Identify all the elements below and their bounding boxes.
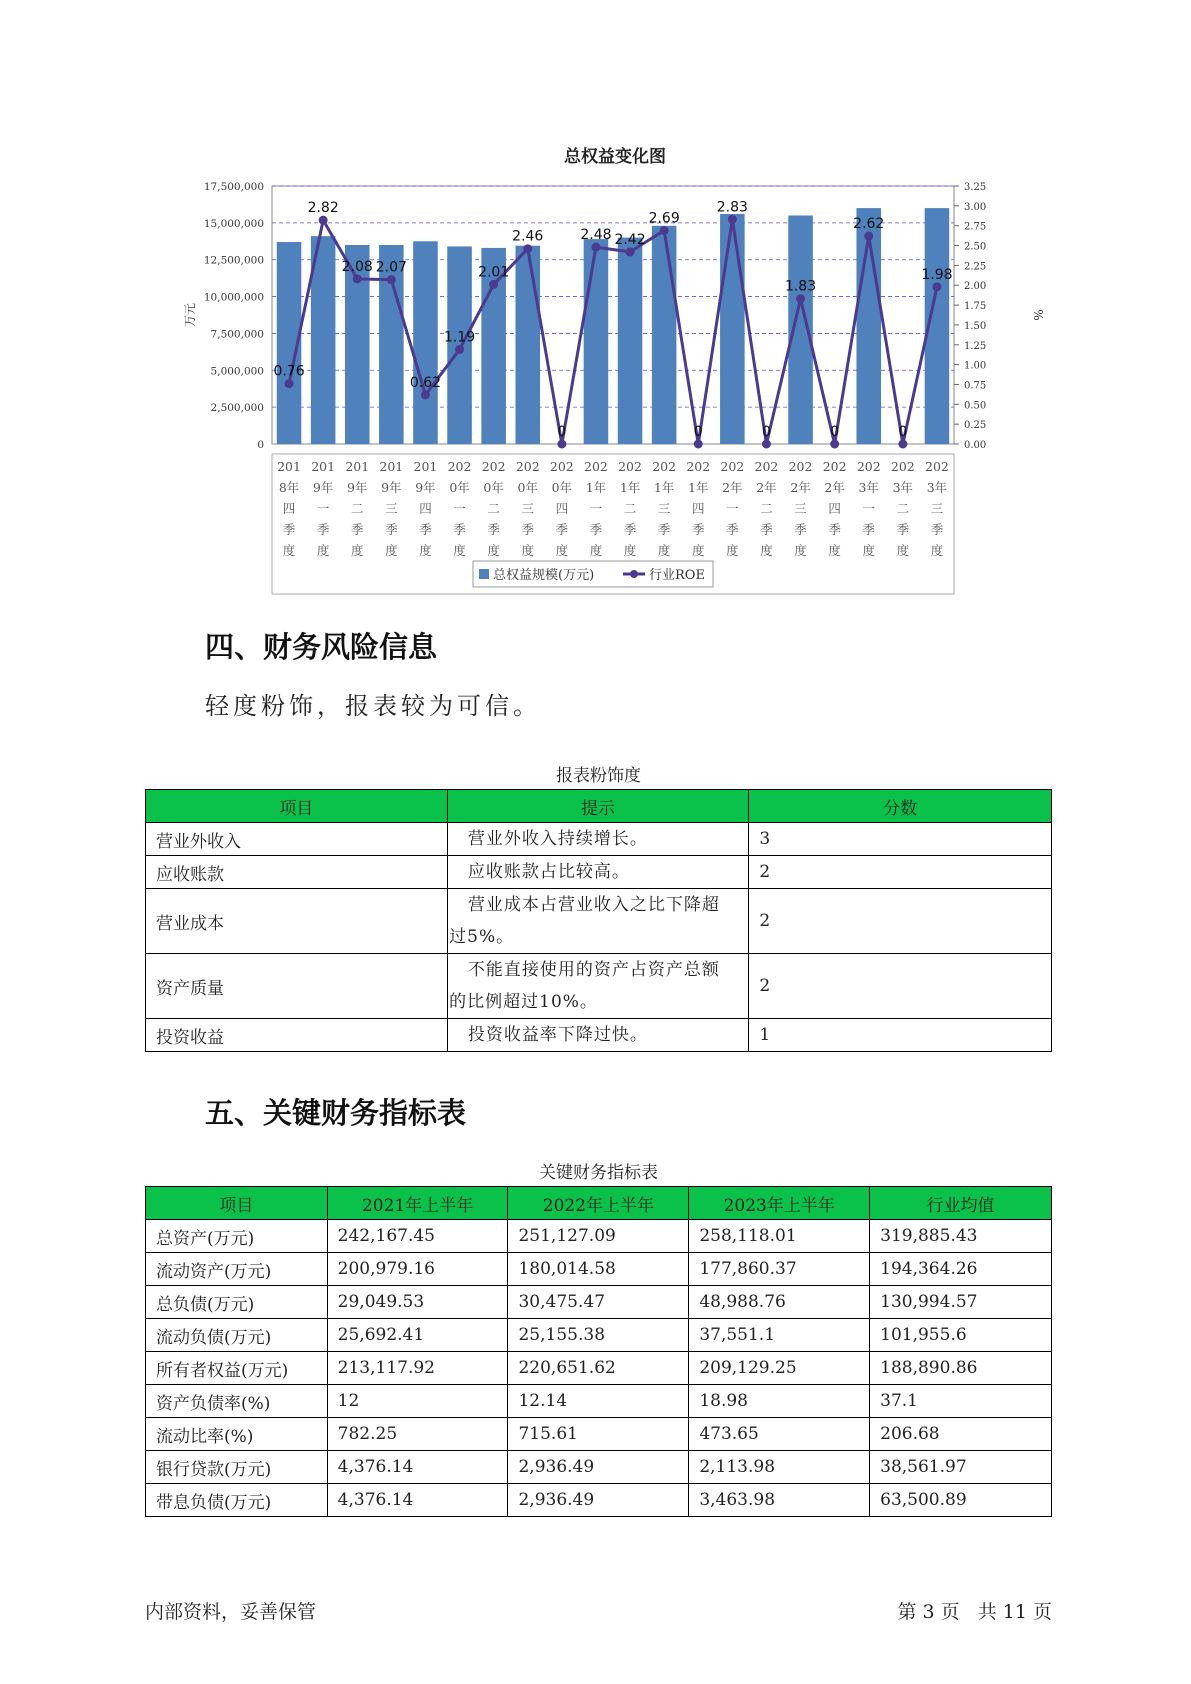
kpi-2021h1: 29,049.53	[327, 1286, 508, 1319]
x-tick-label: 2年	[824, 480, 845, 495]
kpi-industry-avg: 38,561.97	[870, 1451, 1052, 1484]
roe-data-label: 1.19	[443, 329, 476, 346]
kpi-industry-avg: 319,885.43	[870, 1220, 1052, 1253]
x-tick-label: 季	[589, 522, 603, 537]
x-tick-label: 度	[657, 543, 671, 558]
x-tick-label: 201	[413, 459, 438, 474]
kpi-row	[146, 1253, 1052, 1286]
y-left-axis-label: 万元	[183, 302, 197, 328]
x-tick-label: 202	[686, 459, 711, 474]
kpi-table	[145, 1186, 1052, 1517]
risk-hint-line: 营业成本占营业收入之比下降超	[467, 895, 720, 915]
kpi-row	[146, 1319, 1052, 1352]
y-right-tick-label: 3.25	[964, 182, 987, 193]
x-tick-label: 201	[277, 459, 301, 474]
roe-data-label: 0	[557, 424, 567, 440]
roe-data-label: 2.42	[614, 231, 646, 248]
legend-line-marker	[630, 570, 638, 578]
kpi-item: 流动负债(万元)	[146, 1319, 328, 1352]
kpi-industry-avg: 130,994.57	[870, 1286, 1052, 1319]
roe-point	[557, 440, 566, 449]
x-tick-label: 9年	[312, 480, 334, 495]
x-tick-label: 二	[350, 501, 364, 516]
x-tick-label: 9年	[347, 480, 368, 495]
x-tick-label: 二	[623, 501, 637, 516]
x-tick-label: 三	[521, 501, 535, 516]
x-tick-label: 季	[862, 522, 876, 537]
roe-data-label: 0	[898, 424, 908, 440]
kpi-2022h1: 180,014.58	[508, 1253, 689, 1286]
footer-page-number: 第 3 页 共 11 页	[897, 1601, 1052, 1623]
x-tick-label: 度	[896, 543, 910, 558]
roe-point	[694, 440, 703, 449]
roe-data-label: 0	[761, 424, 771, 440]
x-tick-label: 201	[379, 459, 404, 474]
bar	[584, 239, 609, 444]
kpi-item: 银行贷款(万元)	[146, 1451, 328, 1484]
kpi-2023h1: 37,551.1	[689, 1319, 870, 1352]
risk-row	[146, 889, 1052, 954]
kpi-2022h1: 715.61	[508, 1418, 689, 1451]
x-tick-label: 3年	[892, 480, 914, 495]
kpi-row	[146, 1418, 1052, 1451]
x-tick-label: 2年	[756, 480, 777, 495]
x-tick-label: 季	[726, 522, 739, 537]
x-tick-label: 0年	[483, 480, 504, 495]
section4-title: 四、财务风险信息	[205, 630, 438, 664]
risk-hint	[447, 889, 749, 954]
x-tick-label: 度	[828, 543, 841, 558]
x-tick-label: 季	[282, 522, 296, 537]
y-left-tick-label: 2,500,000	[210, 402, 264, 415]
bar	[652, 226, 677, 444]
x-tick-label: 一	[316, 501, 330, 516]
x-tick-label: 一	[453, 501, 466, 516]
plot-area	[272, 186, 954, 444]
footer-confidential: 内部资料，妥善保管	[145, 1601, 317, 1623]
kpi-2022h1: 12.14	[508, 1385, 689, 1418]
legend-bar-label: 总权益规模(万元)	[493, 568, 595, 583]
y-right-tick-label: 2.50	[964, 241, 987, 253]
x-tick-label: 201	[311, 459, 336, 474]
risk-hint-line: 过5%。	[449, 927, 515, 947]
risk-score: 1	[749, 1019, 1052, 1052]
kpi-2022h1: 30,475.47	[508, 1286, 689, 1319]
risk-row	[146, 823, 1052, 856]
kpi-2023h1: 3,463.98	[689, 1484, 870, 1517]
kpi-table-caption: 关键财务指标表	[539, 1163, 658, 1183]
x-tick-label: 一	[862, 501, 876, 516]
x-tick-label: 度	[862, 543, 876, 558]
risk-hint-line: 的比例超过10%。	[449, 992, 598, 1012]
roe-data-label: 0.76	[273, 363, 305, 380]
x-tick-label: 度	[589, 543, 603, 558]
kpi-2023h1: 473.65	[689, 1418, 870, 1451]
x-tick-label: 四	[282, 501, 296, 516]
x-tick-label: 季	[623, 522, 637, 537]
kpi-industry-avg: 101,955.6	[870, 1319, 1052, 1352]
y-right-tick-label: 0.00	[964, 440, 987, 451]
header-2022h1: 2022年上半年	[508, 1187, 689, 1220]
header-item: 项目	[146, 790, 448, 823]
x-tick-label: 三	[657, 501, 671, 516]
kpi-2022h1: 2,936.49	[508, 1451, 689, 1484]
roe-data-label: 2.07	[375, 259, 407, 276]
x-tick-label: 度	[623, 543, 637, 558]
kpi-2023h1: 177,860.37	[689, 1253, 870, 1286]
x-tick-label: 1年	[619, 480, 641, 495]
y-right-tick-label: 2.75	[964, 221, 987, 233]
x-tick-label: 季	[828, 522, 841, 537]
roe-point	[830, 440, 839, 449]
risk-table	[145, 789, 1052, 1052]
kpi-item: 资产负债率(%)	[146, 1385, 328, 1418]
y-right-tick-label: 1.00	[964, 360, 987, 372]
kpi-row	[146, 1451, 1052, 1484]
kpi-2022h1: 25,155.38	[508, 1319, 689, 1352]
x-tick-label: 度	[521, 543, 535, 558]
risk-item: 营业成本	[146, 889, 448, 954]
x-tick-label: 0年	[449, 480, 470, 495]
x-tick-label: 季	[691, 522, 705, 537]
roe-point	[319, 216, 328, 225]
risk-hint	[447, 856, 749, 889]
x-tick-label: 二	[487, 501, 500, 516]
y-left-tick-label: 12,500,000	[203, 254, 264, 267]
kpi-item: 总负债(万元)	[146, 1286, 328, 1319]
x-tick-label: 202	[856, 459, 881, 474]
y-left-tick-label: 5,000,000	[210, 365, 264, 378]
risk-row	[146, 1019, 1052, 1052]
legend-line-label: 行业ROE	[649, 568, 705, 583]
x-tick-label: 三	[385, 501, 398, 516]
y-left-tick-label: 17,500,000	[203, 181, 264, 193]
x-tick-label: 四	[555, 501, 569, 516]
roe-point	[660, 226, 669, 235]
roe-data-label: 2.08	[341, 258, 373, 275]
x-tick-label: 0年	[551, 480, 573, 495]
x-tick-label: 1年	[688, 480, 709, 495]
kpi-2023h1: 209,129.25	[689, 1352, 870, 1385]
header-score: 分数	[749, 790, 1052, 823]
kpi-2021h1: 200,979.16	[327, 1253, 508, 1286]
kpi-2022h1: 2,936.49	[508, 1484, 689, 1517]
x-tick-label: 度	[555, 543, 569, 558]
roe-data-label: 2.01	[478, 264, 510, 281]
kpi-2023h1: 18.98	[689, 1385, 870, 1418]
roe-point	[626, 247, 635, 256]
x-tick-label: 季	[896, 522, 910, 537]
x-tick-label: 1年	[653, 480, 675, 495]
x-tick-label: 8年	[278, 480, 300, 495]
x-tick-label: 二	[760, 501, 773, 516]
kpi-2021h1: 4,376.14	[327, 1451, 508, 1484]
bar	[720, 214, 745, 444]
roe-data-label: 2.48	[580, 227, 612, 244]
x-tick-label: 度	[282, 543, 296, 558]
risk-score: 2	[749, 954, 1052, 1019]
kpi-row	[146, 1220, 1052, 1253]
roe-point	[796, 294, 805, 303]
roe-point	[932, 282, 941, 291]
risk-table-header	[146, 790, 1052, 823]
x-tick-label: 202	[754, 459, 779, 474]
x-tick-label: 季	[555, 522, 569, 537]
kpi-2021h1: 4,376.14	[327, 1484, 508, 1517]
x-tick-label: 度	[487, 543, 500, 558]
x-tick-label: 202	[549, 459, 574, 474]
risk-score: 2	[749, 889, 1052, 954]
kpi-item: 流动比率(%)	[146, 1418, 328, 1451]
header-industry-avg: 行业均值	[870, 1187, 1052, 1220]
x-tick-label: 三	[930, 501, 944, 516]
y-left-tick-label: 0	[257, 439, 264, 451]
x-tick-label: 季	[350, 522, 364, 537]
legend-bar-swatch	[479, 569, 489, 579]
y-right-tick-label: 1.50	[964, 320, 987, 332]
risk-hint-line: 不能直接使用的资产占资产总额	[467, 960, 720, 980]
roe-point	[489, 280, 498, 289]
roe-point	[728, 215, 737, 224]
x-tick-label: 9年	[415, 480, 436, 495]
x-tick-label: 202	[822, 459, 847, 474]
x-tick-label: 202	[890, 459, 915, 474]
x-tick-label: 四	[828, 501, 841, 516]
x-tick-label: 季	[930, 522, 944, 537]
x-tick-label: 度	[350, 543, 364, 558]
roe-point	[523, 244, 532, 253]
y-right-tick-label: 2.00	[964, 281, 987, 293]
x-tick-label: 季	[657, 522, 671, 537]
risk-hint	[447, 954, 749, 1019]
kpi-item: 所有者权益(万元)	[146, 1352, 328, 1385]
kpi-2023h1: 258,118.01	[689, 1220, 870, 1253]
x-tick-label: 度	[726, 543, 739, 558]
roe-point	[898, 440, 907, 449]
risk-item: 营业外收入	[146, 823, 448, 856]
roe-data-label: 0.62	[409, 374, 442, 391]
risk-score: 2	[749, 856, 1052, 889]
kpi-2023h1: 48,988.76	[689, 1286, 870, 1319]
x-tick-label: 季	[419, 522, 432, 537]
roe-point	[591, 243, 600, 252]
kpi-2021h1: 12	[327, 1385, 508, 1418]
x-tick-label: 度	[419, 543, 432, 558]
roe-data-label: 2.83	[716, 199, 748, 216]
roe-point	[864, 232, 873, 241]
x-tick-label: 202	[652, 459, 677, 474]
x-tick-label: 度	[794, 543, 807, 558]
y-right-tick-label: 3.00	[964, 201, 987, 213]
kpi-row	[146, 1385, 1052, 1418]
x-tick-label: 202	[515, 459, 540, 474]
kpi-industry-avg: 37.1	[870, 1385, 1052, 1418]
roe-data-label: 2.46	[512, 228, 544, 245]
risk-hint	[447, 823, 749, 856]
section5-title: 五、关键财务指标表	[205, 1096, 467, 1130]
kpi-row	[146, 1484, 1052, 1517]
risk-row	[146, 856, 1052, 889]
y-right-tick-label: 1.75	[964, 301, 987, 313]
x-tick-label: 季	[521, 522, 535, 537]
kpi-item: 流动资产(万元)	[146, 1253, 328, 1286]
risk-score: 3	[749, 823, 1052, 856]
kpi-industry-avg: 206.68	[870, 1418, 1052, 1451]
header-2023h1: 2023年上半年	[689, 1187, 870, 1220]
header-hint: 提示	[447, 790, 749, 823]
x-tick-label: 度	[316, 543, 330, 558]
roe-data-label: 0	[830, 424, 840, 440]
x-tick-label: 四	[691, 501, 705, 516]
x-tick-label: 度	[385, 543, 398, 558]
y-left-tick-label: 15,000,000	[203, 217, 264, 230]
risk-item: 资产质量	[146, 954, 448, 1019]
x-tick-label: 202	[618, 459, 642, 474]
x-tick-label: 3年	[926, 480, 948, 495]
roe-data-label: 1.98	[921, 266, 953, 283]
x-tick-label: 季	[794, 522, 807, 537]
chart-title: 总权益变化图	[564, 147, 666, 167]
header-2021h1: 2021年上半年	[327, 1187, 508, 1220]
kpi-item: 带息负债(万元)	[146, 1484, 328, 1517]
roe-data-label: 0	[693, 424, 703, 440]
roe-data-label: 2.69	[648, 210, 680, 227]
x-tick-label: 季	[316, 522, 330, 537]
roe-point	[762, 440, 771, 449]
risk-hint	[447, 1019, 749, 1052]
kpi-2021h1: 213,117.92	[327, 1352, 508, 1385]
x-tick-label: 202	[925, 459, 949, 474]
roe-point	[455, 345, 464, 354]
x-tick-label: 202	[481, 459, 506, 474]
bar	[413, 241, 438, 444]
y-right-tick-label: 1.25	[964, 340, 987, 352]
x-tick-label: 1年	[585, 480, 607, 495]
x-tick-label: 度	[453, 543, 466, 558]
x-tick-label: 2年	[790, 480, 811, 495]
total-equity-chart	[180, 140, 1050, 600]
risk-table-caption: 报表粉饰度	[556, 766, 641, 786]
risk-summary-text: 轻度粉饰，报表较为可信。	[205, 692, 541, 720]
kpi-2021h1: 782.25	[327, 1418, 508, 1451]
x-tick-label: 季	[385, 522, 398, 537]
y-right-tick-label: 0.50	[964, 400, 987, 412]
x-tick-label: 四	[419, 501, 432, 516]
roe-data-label: 2.62	[853, 216, 885, 233]
risk-item: 投资收益	[146, 1019, 448, 1052]
x-tick-label: 度	[691, 543, 705, 558]
roe-data-label: 1.83	[784, 278, 817, 295]
kpi-industry-avg: 194,364.26	[870, 1253, 1052, 1286]
x-tick-label: 二	[896, 501, 910, 516]
kpi-industry-avg: 188,890.86	[870, 1352, 1052, 1385]
x-tick-label: 202	[447, 459, 472, 474]
x-tick-label: 季	[487, 522, 500, 537]
x-tick-label: 度	[930, 543, 944, 558]
x-tick-label: 一	[589, 501, 603, 516]
kpi-table-header	[146, 1187, 1052, 1220]
y-right-tick-label: 2.25	[964, 261, 987, 273]
x-tick-label: 2年	[722, 480, 743, 495]
y-right-axis-label: %	[1031, 309, 1045, 321]
x-tick-label: 0年	[517, 480, 538, 495]
roe-data-label: 2.82	[307, 200, 339, 217]
x-tick-label: 季	[760, 522, 773, 537]
x-tick-label: 季	[453, 522, 466, 537]
roe-point	[421, 390, 430, 399]
y-left-tick-label: 10,000,000	[203, 291, 264, 304]
kpi-row	[146, 1352, 1052, 1385]
y-left-tick-label: 7,500,000	[210, 328, 264, 341]
x-tick-label: 3年	[858, 480, 879, 495]
risk-hint-line: 营业外收入持续增长。	[467, 829, 648, 849]
x-tick-label: 度	[760, 543, 773, 558]
kpi-2023h1: 2,113.98	[689, 1451, 870, 1484]
kpi-industry-avg: 63,500.89	[870, 1484, 1052, 1517]
x-tick-label: 三	[794, 501, 807, 516]
x-tick-label: 202	[788, 459, 813, 474]
roe-point	[285, 379, 294, 388]
bar	[618, 238, 643, 444]
x-tick-label: 9年	[381, 480, 402, 495]
roe-point	[387, 275, 396, 284]
risk-hint-line: 投资收益率下降过快。	[467, 1025, 648, 1045]
y-right-tick-label: 0.75	[964, 380, 987, 392]
roe-point	[353, 274, 362, 283]
risk-item: 应收账款	[146, 856, 448, 889]
risk-row	[146, 954, 1052, 1019]
kpi-2022h1: 220,651.62	[508, 1352, 689, 1385]
x-tick-label: 202	[584, 459, 608, 474]
y-right-tick-label: 0.25	[964, 420, 987, 432]
kpi-2021h1: 25,692.41	[327, 1319, 508, 1352]
header-item: 项目	[146, 1187, 328, 1220]
kpi-2021h1: 242,167.45	[327, 1220, 508, 1253]
x-tick-label: 202	[720, 459, 745, 474]
kpi-item: 总资产(万元)	[146, 1220, 328, 1253]
kpi-row	[146, 1286, 1052, 1319]
x-tick-label: 201	[345, 459, 370, 474]
x-tick-label: 一	[726, 501, 739, 516]
kpi-2022h1: 251,127.09	[508, 1220, 689, 1253]
risk-hint-line: 应收账款占比较高。	[467, 862, 630, 882]
bar	[515, 246, 540, 444]
